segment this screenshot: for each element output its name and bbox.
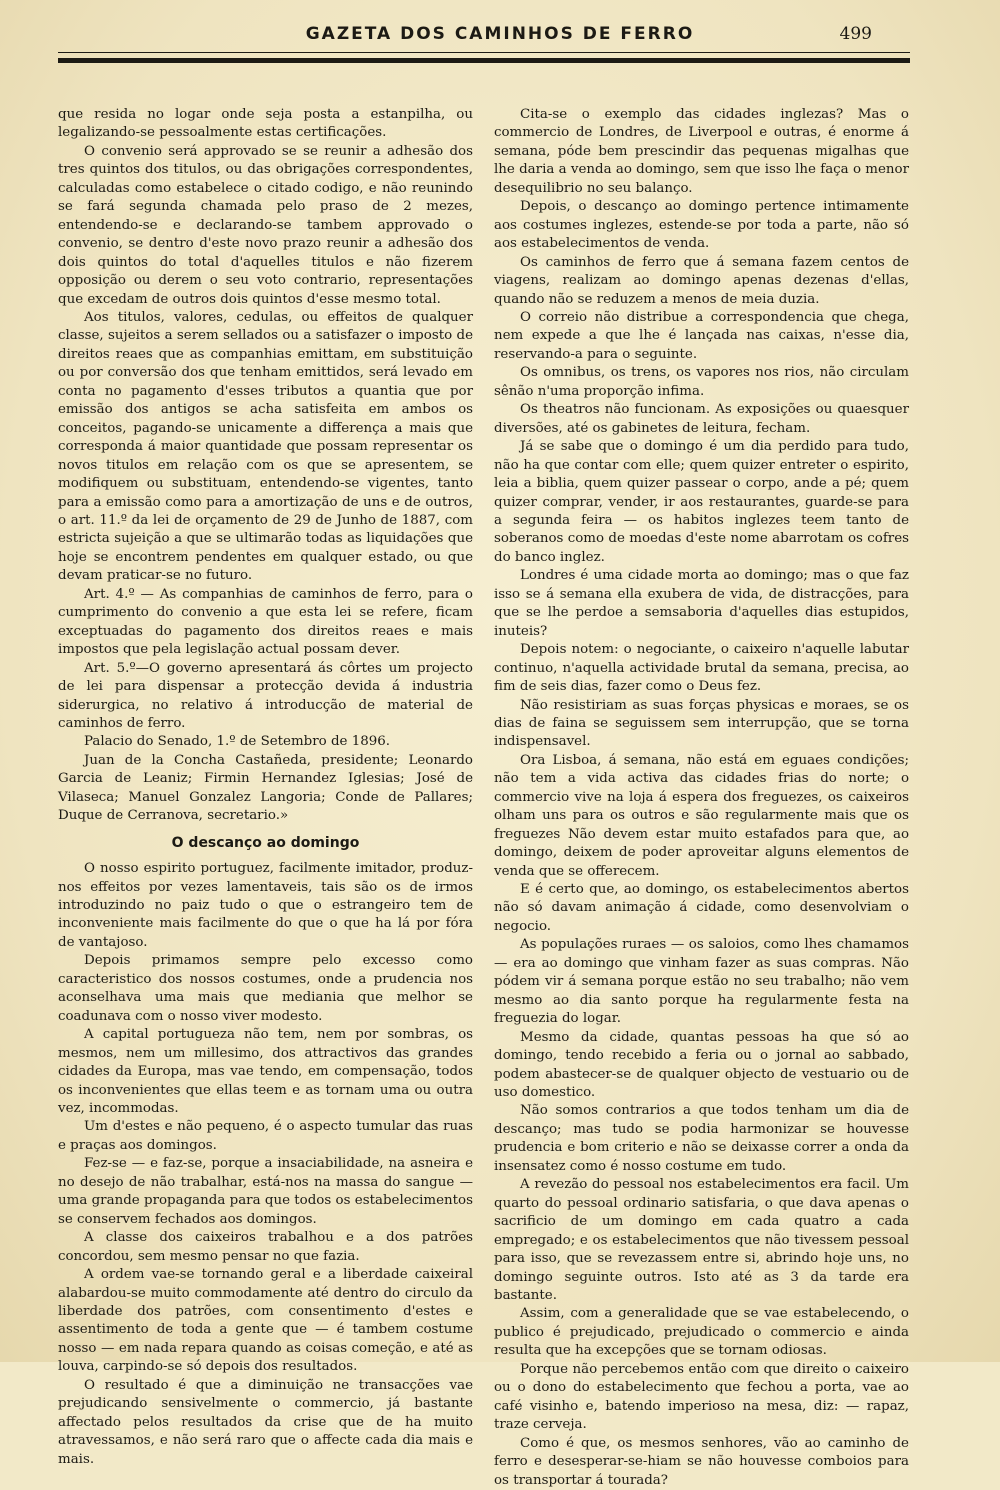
paragraph: Os caminhos de ferro que á semana fazem centos de viagens, realizam ao domingo apenas dezenas d'ellas, quando não se reduzem a menos de meia duzia.	[494, 254, 909, 307]
left-column	[58, 106, 473, 1469]
paragraph: O nosso espirito portuguez, facilmente imitador, produz-nos effeitos por vezes lamentaveis, tais são os de irmos introduzindo no paiz tudo o que o estrangeiro tem de inconveniente mais facilmente do que o que ha lá por fóra de vantajoso.	[58, 861, 473, 950]
paragraph: Depois notem: o negociante, o caixeiro n'aquelle labutar continuo, n'aquella actividade brutal da semana, precisa, ao fim de seis dias, fazer como o Deus fez.	[494, 642, 909, 695]
paragraph: Porque não percebemos então com que direito o caixeiro ou o dono do estabelecimento que fechou a porta, vae ao café visinho e, batendo imperioso na mesa, diz: — rapaz, traze cerveja.	[494, 1361, 909, 1433]
paragraph: A classe dos caixeiros trabalhou e a dos patrões concordou, sem mesmo pensar no que fazia.	[58, 1230, 473, 1264]
paragraph: Aos titulos, valores, cedulas, ou effeitos de qualquer classe, sujeitos a serem sellados ou a satisfazer o imposto de direitos reaes que as companhias emittam, em substituição ou por conversão dos que tenham emittidos, será levado em conta no pagamento d'esses tributos a quantia que por emissão dos antigos se acha satisfeita em ambos os conceitos, pagando-se unicamente a differença a mais que corresponda á maior quantidade que possam representar os novos titulos em relação com os que se apresentem, se modifiquem ou substituam, entendendo-se vigentes, tanto para a emissão como para a amortização de uns e de outros, o art. 11.º da lei de orçamento de 29 de Junho de 1887, com estricta sujeição a que se ultimarão todas as liquidações que hoje se encontrem pendentes em qualquer estado, ou que devam praticar-se no futuro.	[58, 309, 473, 584]
paragraph: Londres é uma cidade morta ao domingo; mas o que faz isso se á semana ella exubera de vida, de distracções, para que se lhe perdoe a semsaboria d'aquelles dias estupidos, inuteis?	[494, 568, 909, 639]
paragraph: Os theatros não funcionam. As exposições ou quaesquer diversões, até os gabinetes de leitura, fecham.	[494, 402, 909, 436]
dateline: Palacio do Senado, 1.º de Setembro de 1896.	[84, 734, 391, 750]
paragraph: Assim, com a generalidade que se vae estabelecendo, o publico é prejudicado, prejudicado o commercio e ainda resulta que ha excepções que se tornam odiosas.	[494, 1306, 909, 1359]
header-rule-thick	[58, 58, 910, 63]
paragraph: O convenio será approvado se se reunir a adhesão dos tres quintos dos titulos, ou das obrigações correspondentes, calculadas como estabelece o citado codigo, e não reunindo se fará segunda chamada pelo praso de 2 mezes, entendendo-se e declarando-se tambem approvado o convenio, se dentro d'este novo prazo reunir a adhesão dos dois quintos do total d'aquelles titulos e não fizerem opposição ou derem o seu voto contrario, representações que excedam de outros dois quintos d'esse mesmo total.	[58, 143, 473, 307]
signatories: Juan de la Concha Castañeda, presidente; Leonardo Garcia de Leaniz; Firmin Hernandez Iglesias; José de Vilaseca; Manuel Gonzalez Langoria; Conde de Pallares; Duque de Cerranova, secretario.»	[58, 752, 473, 824]
paragraph: Não somos contrarios a que todos tenham um dia de descanço; mas tudo se podia harmonizar se houvesse prudencia e bom criterio e não se deixasse correr a onda da insensatez como é nosso costume em tudo.	[494, 1103, 909, 1174]
paragraph: As populações ruraes — os saloios, como lhes chamamos — era ao domingo que vinham fazer as suas compras. Não pódem vir á semana porque estão no seu trabalho; não vem mesmo ao dia santo porque ha regularmente festa na freguezia do logar.	[494, 937, 909, 1027]
section-title: O descanço ao domingo	[171, 834, 360, 851]
page-number: 499	[839, 24, 872, 44]
paragraph: Já se sabe que o domingo é um dia perdido para tudo, não ha que contar com elle; quem quizer entreter o espirito, leia a biblia, quem quizer passear o corpo, ande a pé; quem quizer comprar, vender, ir aos restaurantes, guarde-se para a segunda feira — os habitos inglezes teem tanto de soberanos como de moedas d'este nome abarrotam os cofres do banco inglez.	[494, 439, 909, 565]
header-rule-thin	[58, 52, 910, 53]
paragraph: Como é que, os mesmos senhores, vão ao caminho de ferro e desesperar-se-hiam se não houvesse comboios para os transportar á tourada?	[494, 1435, 909, 1488]
paragraph: A capital portugueza não tem, nem por sombras, os mesmos, nem um millesimo, dos attractivos das grandes cidades da Europa, mas vae tendo, em compensação, todos os inconvenientes que ellas teem e as tornam uma ou outra vez, incommodas.	[58, 1027, 473, 1117]
right-column	[494, 106, 909, 1490]
paragraph: Cita-se o exemplo das cidades inglezas? Mas o commercio de Londres, de Liverpool e outras, é enorme á semana, póde bem prescindir das pequenas migalhas que lhe daria a venda ao domingo, sem que isso lhe faça o menor desequilibrio no seu balanço.	[494, 107, 909, 196]
running-header-title: GAZETA DOS CAMINHOS DE FERRO	[305, 24, 695, 44]
paragraph: O resultado é que a diminuição ne transacções vae prejudicando sensivelmente o commercio, já bastante affectado pelos resultados da crise que de ha muito atravessamos, e não será raro que o affecte cada dia mais e mais.	[58, 1377, 473, 1467]
paragraph: Fez-se — e faz-se, porque a insaciabilidade, na asneira e no desejo de não trabalhar, está-nos na massa do sangue — uma grande propaganda para que todos os estabelecimentos se conservem fechados aos domingos.	[58, 1156, 473, 1227]
paragraph: que resida no logar onde seja posta a estanpilha, ou legalizando-se pessoalmente estas certificações.	[58, 107, 473, 141]
paragraph: Um d'estes e não pequeno, é o aspecto tumular das ruas e praças aos domingos.	[58, 1119, 473, 1153]
paragraph: Depois, o descanço ao domingo pertence intimamente aos costumes inglezes, estende-se por toda a parte, não só aos estabelecimentos de venda.	[494, 199, 909, 252]
paragraph: A ordem vae-se tornando geral e a liberdade caixeiral alabardou-se muito commodamente até dentro do circulo da liberdade dos patrões, com consentimento d'estes e assentimento de toda a gente que — é tambem costume nosso — em nada repara quando as coisas começão, e até as louva, carpindo-se só depois dos resultados.	[58, 1267, 473, 1375]
paragraph: Não resistiriam as suas forças physicas e moraes, se os dias de faina se seguissem sem interrupção, que se torna indispensavel.	[494, 697, 909, 750]
paragraph: E é certo que, ao domingo, os estabelecimentos abertos não só davam animação á cidade, como desenvolviam o negocio.	[494, 882, 909, 934]
paragraph: Ora Lisboa, á semana, não está em eguaes condições; não tem a vida activa das cidades frias do norte; o commercio vive na loja á espera dos freguezes, os caixeiros olham uns para os outros e são regularmente mais que os freguezes Não devem estar muito estafados para que, ao domingo, deixem de poder aproveitar alguns elementos de venda que se offerecem.	[494, 752, 909, 879]
paragraph: A revezão do pessoal nos estabelecimentos era facil. Um quarto do pessoal ordinario satisfaria, o que dava apenas o sacrificio de um domingo em cada quatro a cada empregado; e os estabelecimentos que não tivessem pessoal para isso, que se revezassem entre si, abrindo hoje uns, no domingo seguinte outros. Isto até as 3 da tarde era bastante.	[494, 1177, 909, 1303]
paragraph: Art. 4.º — As companhias de caminhos de ferro, para o cumprimento do convenio a que esta lei se refere, ficam exceptuadas do pagamento dos direitos reaes e mais impostos que pela legislação actual possam dever.	[58, 586, 473, 658]
paragraph: Os omnibus, os trens, os vapores nos rios, não circulam sênão n'uma proporção infima.	[494, 365, 909, 399]
paragraph: Depois primamos sempre pelo excesso como caracteristico dos nossos costumes, onde a prudencia nos aconselhava uma mais que mediania que melhor se coadunava com o nosso viver modesto.	[58, 953, 473, 1024]
paragraph: Art. 5.º—O governo apresentará ás côrtes um projecto de lei para dispensar a protecção devida á industria siderurgica, no relativo á introducção de material de caminhos de ferro.	[58, 660, 473, 731]
paragraph: O correio não distribue a correspondencia que chega, nem expede a que lhe é lançada nas caixas, n'esse dia, reservando-a para o seguinte.	[494, 309, 909, 362]
paragraph: Mesmo da cidade, quantas pessoas ha que só ao domingo, tendo recebido a feria ou o jornal ao sabbado, podem abastecer-se de qualquer objecto de vestuario ou de uso domestico.	[494, 1029, 909, 1101]
